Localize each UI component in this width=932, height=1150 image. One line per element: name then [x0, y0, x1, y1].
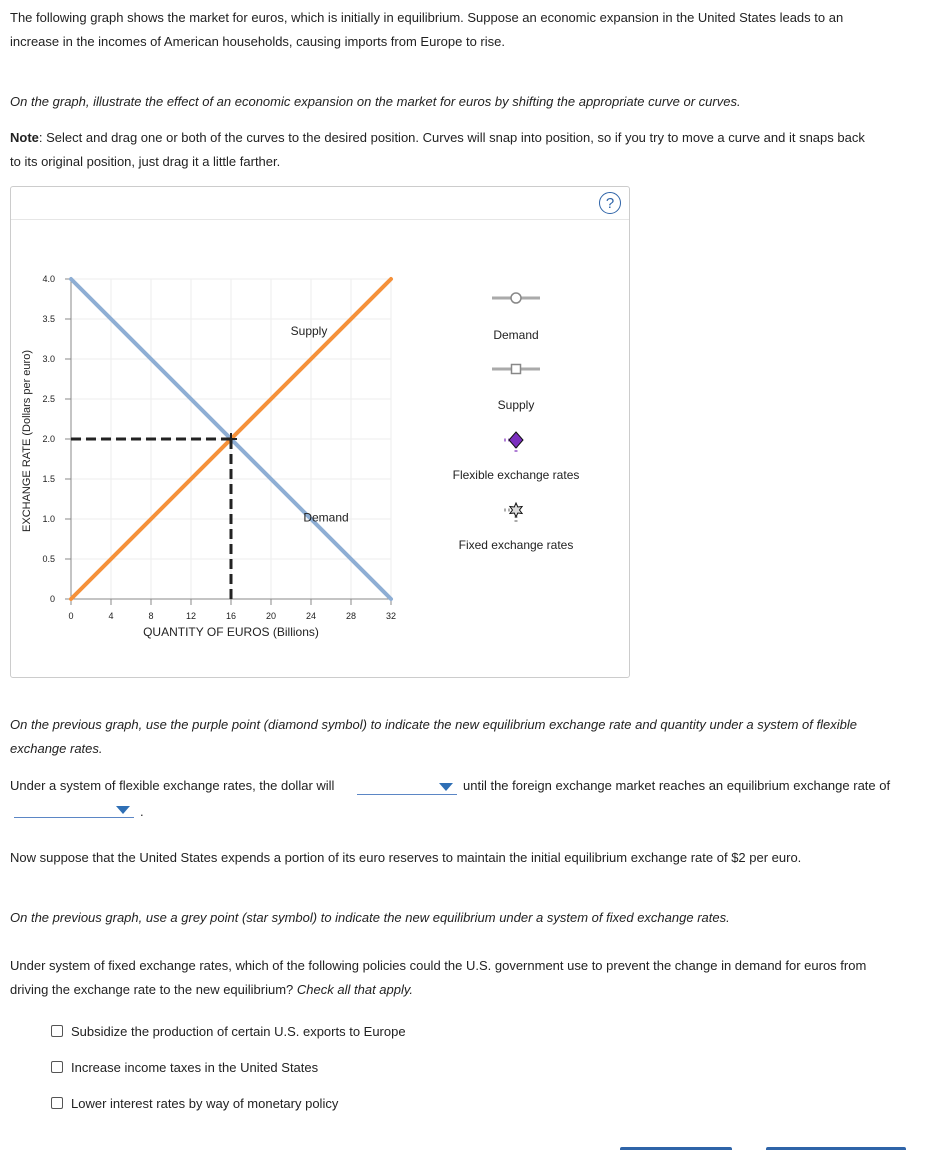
note-line-1: : Select and drag one or both of the curves to the desired position. Curves will snap into position, so if you try to move a curve and it snaps back [38, 130, 865, 145]
option-label: Lower interest rates by way of monetary policy [71, 1095, 339, 1111]
reserves-text: Now suppose that the United States expends a portion of its euro reserves to maintain the initial equilibrium exchange rate of $2 per euro. [10, 850, 802, 865]
flex-prompt [10, 713, 925, 761]
diamond-shape [509, 432, 523, 448]
supply-curve-tool-icon[interactable] [492, 365, 540, 374]
option-label: Increase income taxes in the United States [71, 1059, 319, 1075]
flex-prompt-line-2: exchange rates. [10, 741, 103, 756]
checkbox[interactable] [51, 1025, 63, 1037]
y-tick-label: 0 [49, 594, 55, 604]
chevron-down-icon [116, 806, 130, 814]
demand-tool-handle [511, 293, 521, 303]
y-tick-label: 1.0 [42, 514, 55, 524]
y-axis-label: EXCHANGE RATE (Dollars per euro) [21, 350, 33, 532]
legend-supply-label: Supply [497, 398, 535, 412]
option-increase-income-taxes[interactable] [51, 1057, 318, 1077]
x-tick-label: 24 [305, 611, 317, 621]
x-axis-label: QUANTITY OF EUROS (Billions) [143, 625, 319, 639]
demand-curve-label: Demand [303, 510, 349, 525]
x-tick-label: 32 [385, 611, 397, 621]
instruction-text: On the graph, illustrate the effect of an economic expansion on the market for euros by shifting the appropriate curve or curves. [10, 94, 741, 109]
x-tick-label: 12 [185, 611, 197, 621]
checkbox[interactable] [51, 1061, 63, 1073]
supply-curve-label: Supply [290, 324, 328, 338]
note-line-2: to its original position, just drag it a little farther. [10, 154, 281, 169]
checkbox[interactable] [51, 1097, 63, 1109]
supply-tool-handle [512, 365, 521, 374]
y-tick-label: 3.0 [42, 354, 55, 364]
y-tick-label: 2.5 [42, 394, 55, 404]
check-all-hint: Check all that apply. [296, 982, 414, 997]
intro-line-1: The following graph shows the market for euros, which is initially in equilibrium. Suppose an economic expansion in the United States leads to an [10, 10, 844, 25]
purple-diamond-icon[interactable] [504, 432, 523, 452]
y-tick-label: 1.5 [42, 474, 55, 484]
fixed-prompt: On the previous graph, use a grey point (star symbol) to indicate the new equilibrium under a system of fixed exchange rates. [10, 910, 730, 925]
star-shape [510, 503, 522, 517]
x-tick-label: 28 [345, 611, 357, 621]
demand-curve-tool-icon[interactable] [492, 293, 540, 303]
x-tick-label: 16 [225, 611, 237, 621]
dollar-direction-dropdown[interactable] [357, 776, 457, 795]
help-icon[interactable]: ? [599, 192, 621, 214]
chevron-down-icon [439, 783, 453, 791]
y-tick-label: 0.5 [42, 554, 55, 564]
option-lower-interest-rates[interactable] [51, 1093, 338, 1113]
option-subsidize-exports[interactable] [51, 1021, 406, 1041]
legend-fixed-label: Fixed exchange rates [458, 538, 574, 552]
legend-demand-label: Demand [493, 328, 539, 342]
x-tick-label: 8 [148, 611, 154, 621]
x-tick-label: 0 [68, 611, 74, 621]
policy-question-line-1: Under system of fixed exchange rates, which of the following policies could the U.S. government use to prevent the change in demand for euros from [10, 958, 867, 973]
legend-flexible-label: Flexible exchange rates [452, 468, 580, 482]
flex-question-after: until the foreign exchange market reaches an equilibrium exchange rate of [463, 778, 891, 793]
flex-prompt-line-1: On the previous graph, use the purple point (diamond symbol) to indicate the new equilibrium exchange rate and quantity under a system of flexible [10, 717, 857, 732]
policy-question [10, 954, 925, 1002]
flex-question-end: . [140, 804, 144, 819]
x-tick-label: 20 [265, 611, 277, 621]
option-label: Subsidize the production of certain U.S. exports to Europe [71, 1023, 406, 1039]
grey-star-icon[interactable] [504, 503, 522, 522]
chart-legend [453, 293, 580, 552]
y-tick-label: 4.0 [42, 274, 55, 284]
policy-question-line-2: driving the exchange rate to the new equilibrium? [10, 982, 294, 997]
x-tick-label: 4 [108, 611, 114, 621]
flex-question-before: Under a system of flexible exchange rates, the dollar will [10, 778, 335, 793]
intro-line-2: increase in the incomes of American households, causing imports from Europe to rise. [10, 34, 505, 49]
y-tick-label: 3.5 [42, 314, 55, 324]
note-label: Note [10, 130, 39, 145]
exchange-rate-dropdown[interactable] [14, 799, 134, 818]
y-tick-label: 2.0 [42, 434, 55, 444]
